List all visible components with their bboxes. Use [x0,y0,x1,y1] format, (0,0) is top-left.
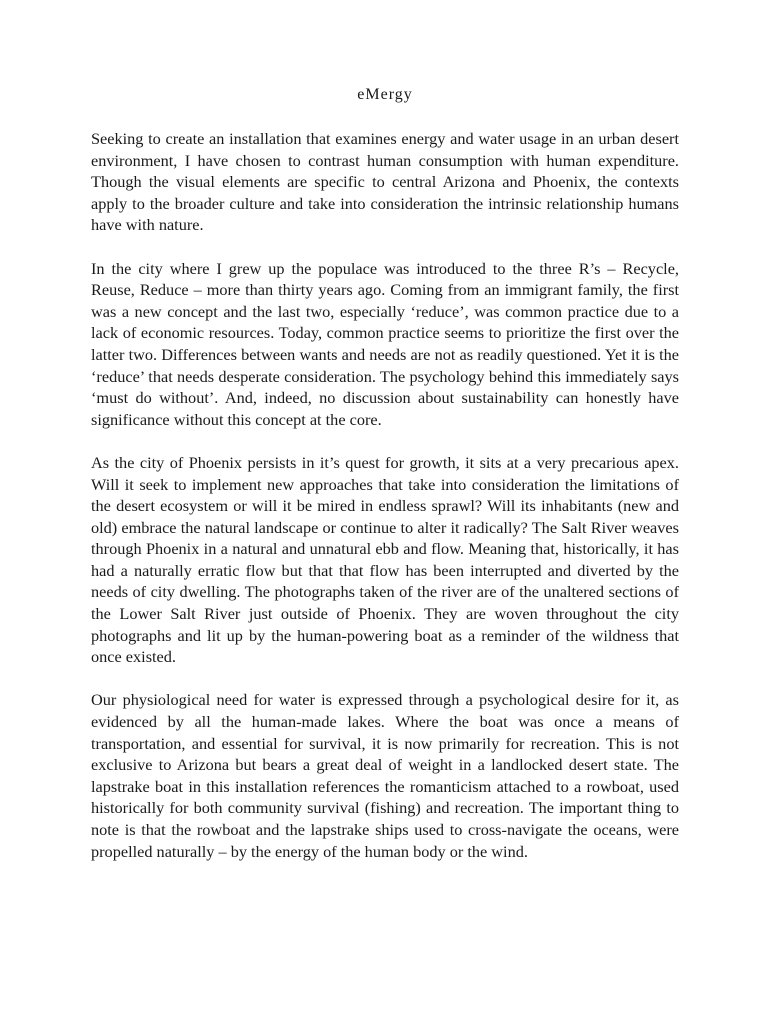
paragraph-1: Seeking to create an installation that examines energy and water usage in an urban desert environment, I have chosen to contrast human consumption with human expenditure. Though the visual elements are specific to central Arizona and Phoenix, the contexts apply to the broader culture and take into consideration the intrinsic relationship humans have with nature. [91,129,679,235]
paragraph-2: In the city where I grew up the populace was introduced to the three R’s – Recycle, Reuse, Reduce – more than thirty years ago. Coming from an immigrant family, the first was a new concept and the last two, especially ‘reduce’, was common practice due to a lack of economic resources. Today, common practice seems to prioritize the first over the latter two. Differences between wants and needs are not as readily questioned. Yet it is the ‘reduce’ that needs desperate consideration. The psychology behind this immediately says ‘must do without’. And, indeed, no discussion about sustainability can honestly have significance without this concept at the core. [91,258,679,429]
paragraph-3: As the city of Phoenix persists in it’s quest for growth, it sits at a very precarious apex. Will it seek to implement new approaches that take into consideration the limitations of the desert ecosystem or will it be mired in endless sprawl? Will its inhabitants (new and old) embrace the natural landscape or continue to alter it radically? The Salt River weaves through Phoenix in a natural and unnatural ebb and flow. Meaning that, historically, it has had a naturally erratic flow but that that flow has been interrupted and diverted by the needs of city dwelling. The photographs taken of the river are of the unaltered sections of the Lower Salt River just outside of Phoenix. They are woven throughout the city photographs and lit up by the human-powering boat as a reminder of the wildness that once existed. [91,452,679,667]
document-page [91,86,679,884]
paragraph-4: Our physiological need for water is expressed through a psychological desire for it, as evidenced by all the human-made lakes. Where the boat was once a means of transportation, and essential for survival, it is now primarily for recreation. This is not exclusive to Arizona but bears a great deal of weight in a landlocked desert state. The lapstrake boat in this installation references the romanticism attached to a rowboat, used historically for both community survival (fishing) and recreation. The important thing to note is that the rowboat and the lapstrake ships used to cross-navigate the oceans, were propelled naturally – by the energy of the human body or the wind. [91,690,679,861]
document-title: eMergy [357,86,413,103]
